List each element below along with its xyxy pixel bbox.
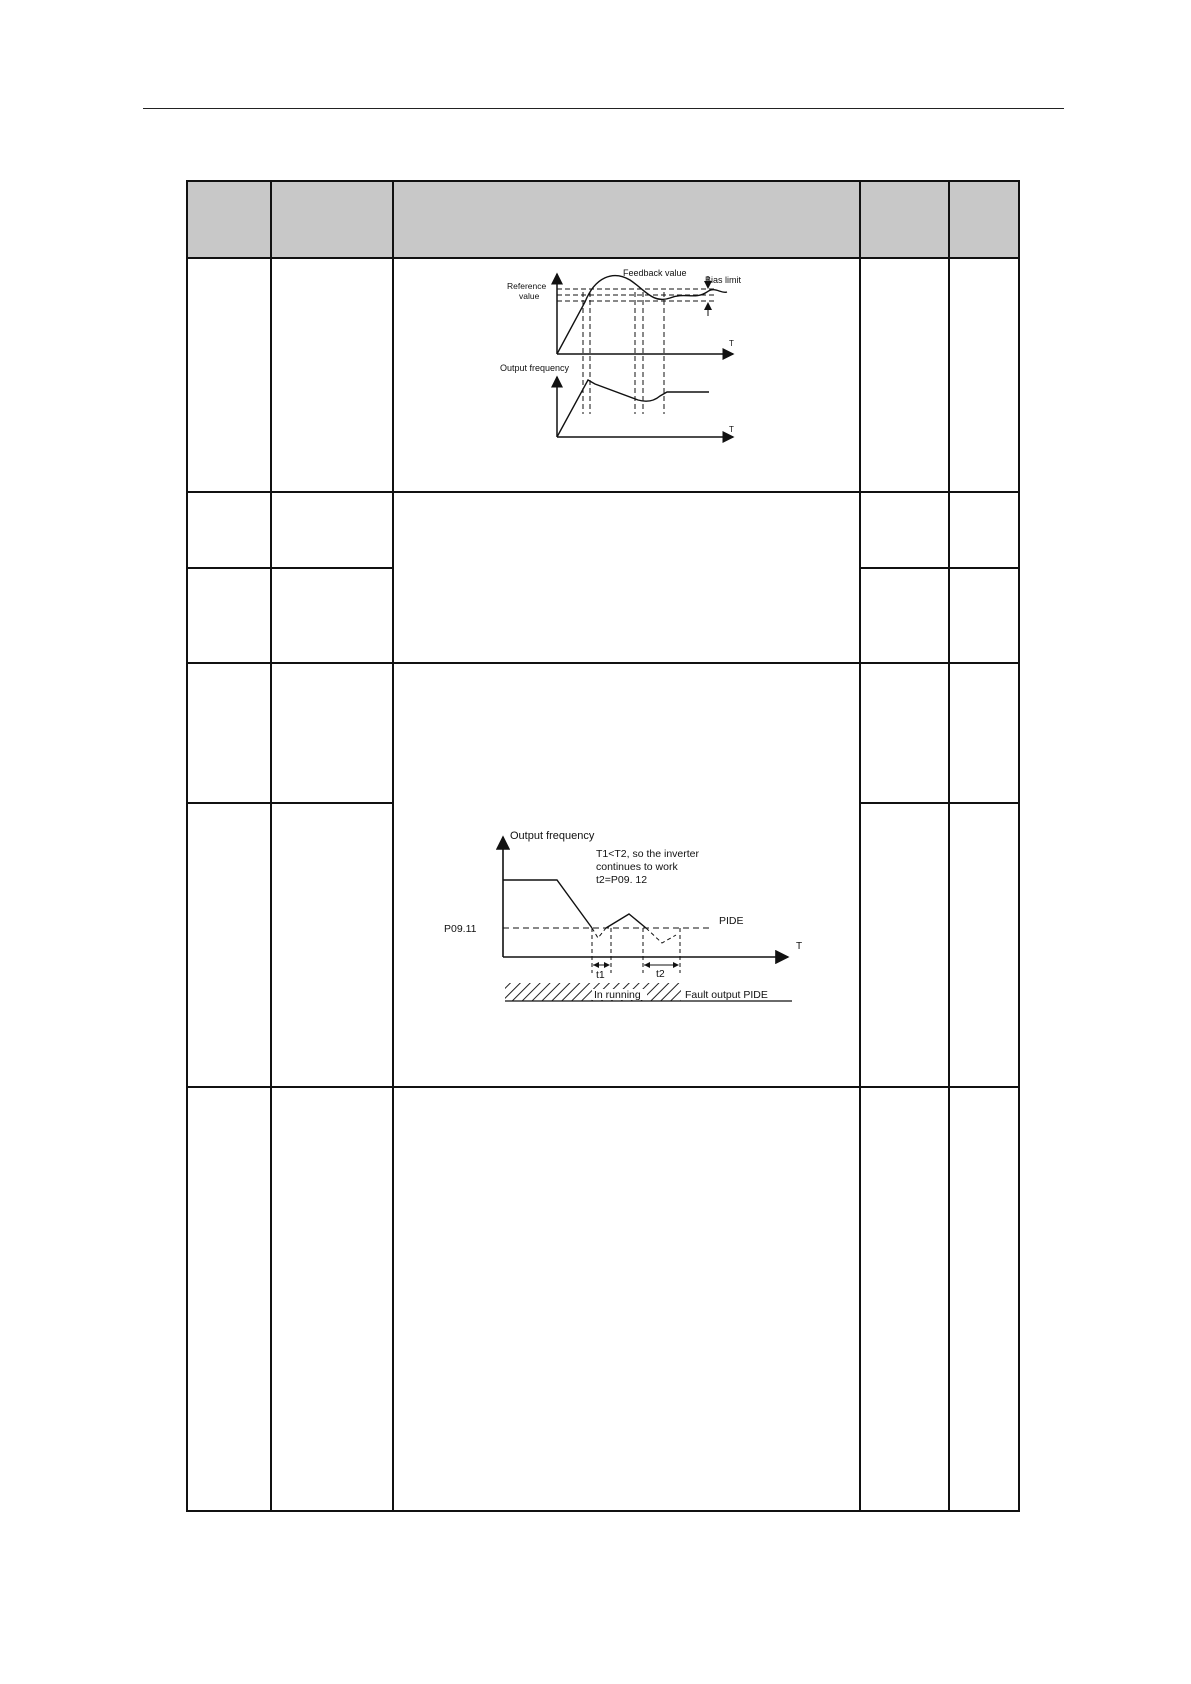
row-divider bbox=[186, 567, 393, 569]
reference-label: Reference bbox=[507, 281, 547, 291]
output-frequency-label: Output frequency bbox=[500, 363, 570, 373]
column-divider bbox=[948, 180, 950, 1512]
column-divider bbox=[859, 180, 861, 1512]
row-divider bbox=[186, 491, 1020, 493]
column-divider bbox=[392, 180, 394, 1512]
t1-label: t1 bbox=[596, 969, 605, 981]
row-divider bbox=[186, 1086, 1020, 1088]
page-header-rule bbox=[143, 108, 1064, 109]
time-axis-label: T bbox=[729, 339, 734, 348]
feedback-label: Feedback value bbox=[623, 268, 687, 278]
level-label: P09.11 bbox=[444, 923, 477, 935]
row-divider bbox=[859, 802, 1020, 804]
note-text: T1<T2, so the inverter bbox=[596, 848, 700, 860]
feedback-dip bbox=[646, 928, 676, 943]
bias-limit-label: Bias limit bbox=[705, 275, 742, 285]
output-frequency-label: Output frequency bbox=[510, 830, 595, 842]
row-divider bbox=[186, 802, 393, 804]
note-text: t2=P09. 12 bbox=[596, 874, 648, 886]
output-frequency-curve bbox=[557, 380, 709, 437]
table-border-right bbox=[1018, 180, 1020, 1512]
column-divider bbox=[270, 180, 272, 1512]
note-text: continues to work bbox=[596, 861, 678, 873]
table-header-row bbox=[186, 180, 1020, 258]
pide-label: PIDE bbox=[719, 915, 744, 927]
row-divider bbox=[186, 662, 1020, 664]
time-axis-label: T bbox=[796, 941, 803, 952]
feedback-dip bbox=[592, 928, 606, 938]
row-divider bbox=[186, 257, 1020, 259]
output-frequency-curve bbox=[606, 914, 646, 928]
output-frequency-curve bbox=[503, 880, 592, 928]
running-label: In running bbox=[594, 989, 641, 1001]
time-axis-label: T bbox=[729, 425, 734, 434]
row-divider bbox=[859, 567, 1020, 569]
table-border-left bbox=[186, 180, 188, 1512]
pid-bias-limit-diagram bbox=[495, 262, 765, 452]
table-border-bottom bbox=[186, 1510, 1020, 1512]
table-border-top bbox=[186, 180, 1020, 182]
pide-detection-diagram bbox=[440, 825, 820, 1007]
fault-label: Fault output PIDE bbox=[685, 989, 768, 1001]
reference-label: value bbox=[519, 291, 540, 301]
t2-label: t2 bbox=[656, 968, 665, 980]
